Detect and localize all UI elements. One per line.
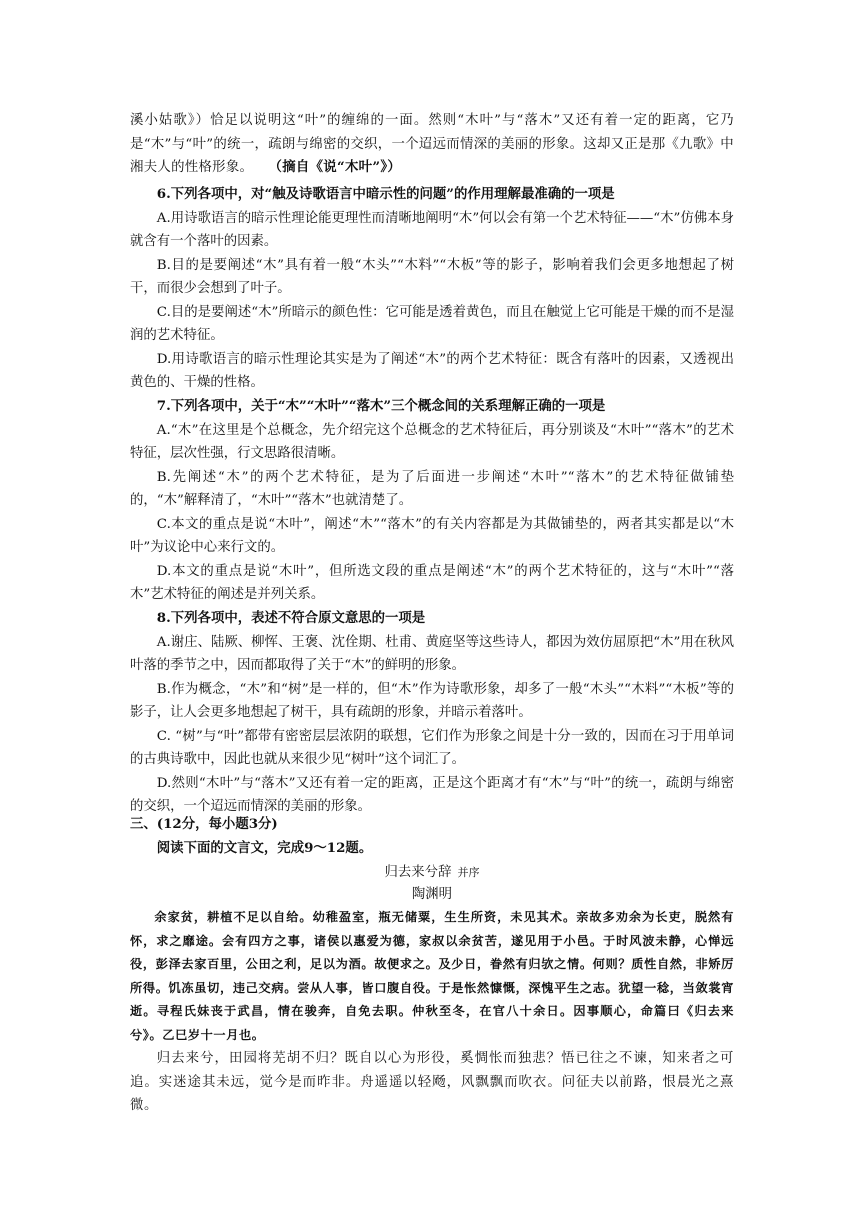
passage-ending xyxy=(130,109,734,180)
question-7 xyxy=(130,395,734,607)
poem-title xyxy=(130,862,734,884)
poem-title-suffix: 并序 xyxy=(457,866,480,879)
section-3 xyxy=(130,813,734,1118)
citation: （摘自《说“木叶”》） xyxy=(275,159,402,175)
section-heading: 三、(12分，每小题3分) xyxy=(130,816,278,832)
option-a: A.谢庄、陆厥、柳恽、王褒、沈佺期、杜甫、黄庭坚等这些诗人，都因为效仿屈原把“木”用在秋风叶落的季节之中，因而都取得了关于“木”的鲜明的形象。 xyxy=(130,634,734,673)
option-c: C. “树”与“叶”都带有密密层层浓阴的联想，它们作为形象之间是十分一致的，因而在习于用单词的古典诗歌中，因此也就从来很少见“树叶”这个词汇了。 xyxy=(130,728,734,767)
option-b: B.目的是要阐述“木”具有着一般“木头”“木料”“木板”等的影子，影响着我们会更多地想起了树干，而很少会想到了叶子。 xyxy=(130,257,734,296)
option-a: A.用诗歌语言的暗示性理论能更理性而清晰地阐明“木”何以会有第一个艺术特征——“木”仿佛本身就含有一个落叶的因素。 xyxy=(130,210,734,249)
question-stem: 8.下列各项中，表述不符合原文意思的一项是 xyxy=(156,610,426,626)
poem-body: 归去来兮，田园将芜胡不归？既自以心为形役，奚惆怅而独悲？悟已往之不谏，知来者之可追。实迷途其未远，觉今是而昨非。舟遥遥以轻飏，风飘飘而吹衣。问征夫以前路，恨晨光之熹微。 xyxy=(130,1051,734,1113)
option-c: C.目的是要阐述“木”所暗示的颜色性：它可能是透着黄色，而且在触觉上它可能是干燥的而不是湿润的艺术特征。 xyxy=(130,304,734,343)
question-6 xyxy=(130,183,734,395)
question-stem: 7.下列各项中，关于“木”“木叶”“落木”三个概念间的关系理解正确的一项是 xyxy=(156,398,606,414)
poem-author: 陶渊明 xyxy=(411,887,453,902)
option-b: B.作为概念，“木”和“树”是一样的，但“木”作为诗歌形象，却多了一般“木头”“木料”“木板”等的影子，让人会更多地想起了树干，具有疏朗的形象，并暗示着落叶。 xyxy=(130,681,734,720)
option-d: D.本文的重点是说“木叶”，但所选文段的重点是阐述“木”的两个艺术特征的，这与“木叶”“落木”艺术特征的阐述是并列关系。 xyxy=(130,563,734,602)
passage-paragraph xyxy=(130,109,734,180)
poem-preface: 余家贫，耕植不足以自给。幼稚盈室，瓶无储粟，生生所资，未见其术。亲故多劝余为长吏，脱然有怀，求之靡途。会有四方之事，诸侯以惠爱为德，家叔以余贫苦，遂见用于小邑。于时风波未静，心惮远役，彭泽去家百里，公田之利，足以为酒。故便求之。及少日，眷然有归欤之情。何则？质性自然，非矫厉所得。饥冻虽切，违己交病。尝从人事，皆口腹自役。于是怅然慷慨，深愧平生之志。犹望一稔，当敛裳宵逝。寻程氏妹丧于武昌，情在骏奔，自免去职。仲秋至冬，在官八十余日。因事顺心，命篇曰《归去来兮》。乙巳岁十一月也。 xyxy=(130,910,734,1042)
option-c: C.本文的重点是说“木叶”，阐述“木”“落木”的有关内容都是为其做铺垫的，两者其实都是以“木叶”为议论中心来行文的。 xyxy=(130,516,734,555)
question-stem: 6.下列各项中，对“触及诗歌语言中暗示性的问题”的作用理解最准确的一项是 xyxy=(156,186,615,202)
passage-text: 溪小姑歌》）恰足以说明这“叶”的缠绵的一面。然则“木叶”与“落木”又还有着一定的距离，它乃是“木”与“叶”的统一，疏朗与绵密的交织，一个迢远而情深的美丽的形象。这却又正是那《九歌》中湘夫人的性格形象。 xyxy=(130,113,734,175)
option-d: D.用诗歌语言的暗示性理论其实是为了阐述“木”的两个艺术特征：既含有落叶的因素，又透视出黄色的、干燥的性格。 xyxy=(130,351,734,390)
question-8 xyxy=(130,607,734,819)
section-instruction: 阅读下面的文言文，完成9～12题。 xyxy=(156,839,373,856)
option-b: B.先阐述“木”的两个艺术特征，是为了后面进一步阐述“木叶”“落木”的艺术特征做铺垫的，“木”解释清了，“木叶”“落木”也就清楚了。 xyxy=(130,469,734,508)
option-a: A.“木”在这里是个总概念，先介绍完这个总概念的艺术特征后，再分别谈及“木叶”“落木”的艺术特征，层次性强，行文思路很清晰。 xyxy=(130,422,734,461)
option-d: D.然则“木叶”与“落木”又还有着一定的距离，正是这个距离才有“木”与“叶”的统一，疏朗与绵密的交织，一个迢远而情深的美丽的形象。 xyxy=(130,775,734,814)
poem-title-text: 归去来兮辞 xyxy=(384,865,452,880)
